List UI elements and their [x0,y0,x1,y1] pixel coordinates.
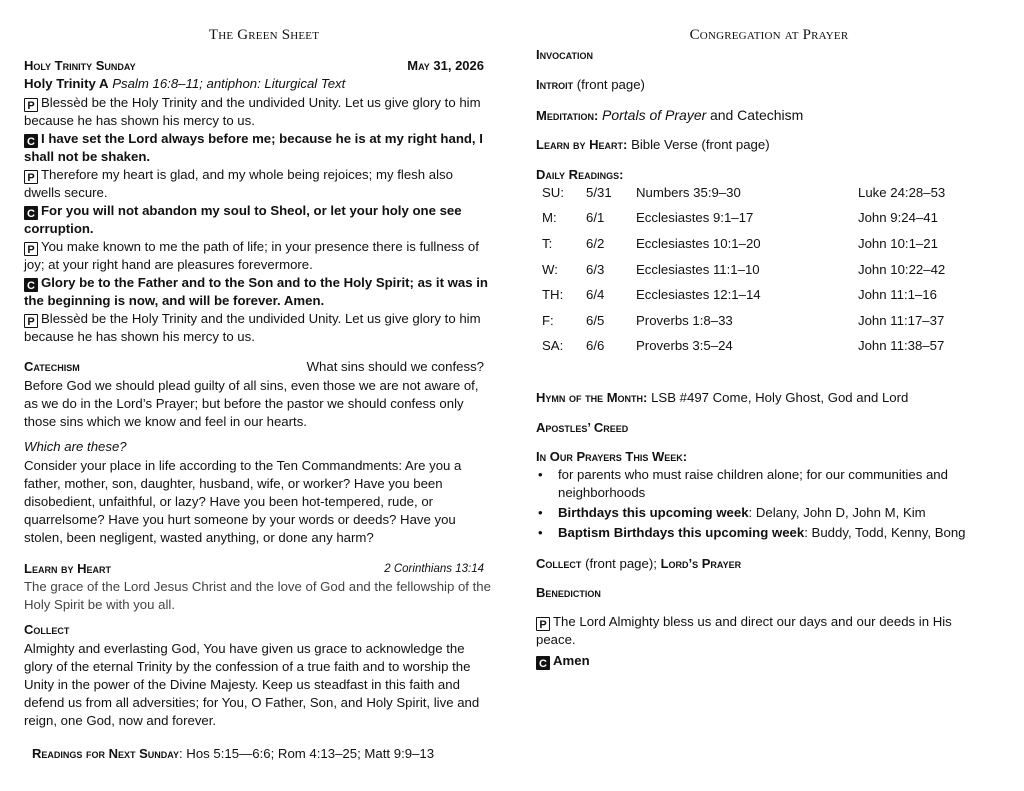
psalm-verse: C I have set the Lord always before me; because he is at my right hand, I shall not be shaken. [24,131,483,164]
hymn-label: Hymn of the Month: [536,390,648,405]
list-item: • Birthdays this upcoming week: Delany, John D, John M, Kim [536,504,991,522]
next-sunday-line: Readings for Next Sunday: Hos 5:15—6:6; Rom 4:13–25; Matt 9:9–13 [32,746,435,761]
psalm-verse: C For you will not abandon my soul to Sheol, or let your holy one see corruption. [24,203,462,236]
table-cell-ot: Ecclesiastes 10:1–20 [636,235,761,251]
psalm-verse: P Therefore my heart is glad, and my whole being rejoices; my flesh also dwells secure. [24,167,453,200]
congregation-icon: C [24,278,38,292]
learn-label: Learn by Heart: [536,137,628,152]
collect-label: Collect [536,556,582,571]
learn-heading: Learn by Heart [24,561,112,576]
congregation-icon: C [24,134,38,148]
pastor-icon: P [24,170,38,184]
table-cell-date: 6/3 [586,261,605,277]
table-row [542,257,978,283]
prayers-heading: In Our Prayers This Week: [536,449,688,464]
table-cell-ot: Ecclesiastes 9:1–17 [636,210,754,226]
congregation-icon: C [536,656,550,670]
introit-line [536,76,645,94]
next-sunday-label: Readings for Next Sunday [32,746,179,761]
learn-ref: 2 Corinthians 13:14 [384,563,484,575]
prayers-list [536,466,991,542]
table-cell-nt: John 11:1–16 [858,287,937,303]
lords-prayer-label: Lord’s Prayer [660,556,742,571]
apostles-creed: Apostles’ Creed [536,420,629,435]
table-cell-nt: John 9:24–41 [858,210,938,226]
catechism-answer-2: Consider your place in life according to the Ten Commandments: Are you a father, mother, son, daughter, husband, wife, or worker? Have you been disobedient, unfaithful, or lazy? Have you been hot-tempered, rude, or quarrelsome? Have you hurt someone by your words or deeds? Have you stolen, been negligent, wasted anything, or done any harm? [24,458,462,545]
meditation-line [536,106,803,125]
table-cell-nt: Luke 24:28–53 [858,184,946,200]
table-cell-day: W: [542,261,558,277]
catechism-heading-line [24,358,484,376]
psalm-ref: Psalm 16:8–11; antiphon: Liturgical Text [112,76,346,91]
psalm-title-line [24,75,494,93]
learn-text: The grace of the Lord Jesus Christ and the love of God and the fellowship of the Holy Spirit be with you all. [24,579,491,612]
catechism-question: What sins should we confess? [306,359,484,374]
meditation-rest: and Catechism [709,107,804,123]
table-cell-day: F: [542,312,554,328]
learn-line [536,136,770,154]
pastor-icon: P [24,98,38,112]
meditation-label: Meditation: [536,108,599,123]
sunday-name: Holy Trinity Sunday [24,58,136,73]
learn-heading-line [24,560,484,578]
table-cell-nt: John 10:1–21 [858,235,938,251]
table-cell-date: 6/4 [586,287,605,303]
introit-text: (front page) [576,77,645,92]
congregation-icon: C [24,206,38,220]
blessing-text: P The Lord Almighty bless us and direct our days and our deeds in His peace. [536,614,952,647]
left-header: The Green Sheet [208,27,320,43]
psalm-verse: P Blessèd be the Holy Trinity and the undivided Unity. Let us give glory to him because he has shown his mercy to us. [24,95,481,128]
catechism-answer: Before God we should plead guilty of all sins, even those we are not aware of, as we do in the Lord’s Prayer; but before the pastor we should confess only those sins which we know and feel in our hearts. [24,378,479,429]
table-cell-ot: Ecclesiastes 11:1–10 [636,261,760,277]
hymn-line [536,389,908,407]
meditation-title: Portals of Prayer [602,107,707,123]
table-row [542,180,978,206]
collect-heading: Collect [24,622,70,637]
benediction-heading: Benediction [536,585,601,600]
table-cell-ot: Numbers 35:9–30 [636,184,741,200]
table-cell-day: SU: [542,184,564,200]
table-cell-date: 6/1 [586,210,605,226]
table-cell-day: T: [542,235,553,251]
introit-label: Introit [536,77,574,92]
pastor-icon: P [24,314,38,328]
collect-line [536,555,741,573]
table-cell-day: SA: [542,338,564,354]
table-cell-date: 6/6 [586,338,605,354]
table-row [542,282,978,308]
psalm-title: Holy Trinity A [24,76,109,91]
collect-text: Almighty and everlasting God, You have given us grace to acknowledge the glory of the eternal Trinity by the confession of a true faith and to worship the Unity in the power of the Divine Majesty. Keep us steadfast in this faith and defend us from all adversities; for You, O Father, Son, and Holy Spirit, live and reign, one God, now and forever. [24,641,480,728]
table-cell-ot: Proverbs 1:8–33 [636,312,733,328]
sunday-date: May 31, 2026 [407,58,484,73]
table-cell-date: 5/31 [586,184,612,200]
table-cell-ot: Ecclesiastes 12:1–14 [636,287,761,303]
hymn-text: LSB #497 Come, Holy Ghost, God and Lord [651,390,909,405]
list-item: • Baptism Birthdays this upcoming week: Buddy, Todd, Kenny, Bong [536,524,991,542]
table-row [542,308,978,334]
table-row [542,231,978,257]
table-row [542,206,978,232]
psalm-verse: P You make known to me the path of life; in your presence there is fullness of joy; at your right hand are pleasures forevermore. [24,239,479,272]
list-item: • for parents who must raise children alone; for our communities and neighborhoods [536,466,991,502]
psalm-verse: P Blessèd be the Holy Trinity and the undivided Unity. Let us give glory to him because he has shown his mercy to us. [24,311,481,344]
table-cell-nt: John 11:38–57 [858,338,945,354]
sunday-line [24,57,484,75]
psalm-verses [24,94,492,346]
pastor-icon: P [536,617,550,631]
psalm-verse: C Glory be to the Father and to the Son and to the Holy Spirit; as it was in the beginning is now, and will be forever. Amen. [24,275,488,308]
amen-line: C Amen [536,652,590,670]
daily-readings-heading: Daily Readings: [536,167,624,182]
collect-mid: (front page); [585,556,657,571]
pastor-icon: P [24,242,38,256]
next-sunday-text: Hos 5:15—6:6; Rom 4:13–25; Matt 9:9–13 [186,746,435,761]
table-cell-date: 6/5 [586,312,605,328]
table-cell-day: M: [542,210,557,226]
right-header: Congregation at Prayer [689,27,849,43]
learn-text-right: Bible Verse (front page) [631,137,770,152]
table-cell-nt: John 10:22–42 [858,261,946,277]
invocation: Invocation [536,47,593,62]
daily-readings-table [542,180,978,359]
catechism-heading: Catechism [24,359,80,374]
table-cell-ot: Proverbs 3:5–24 [636,338,733,354]
table-cell-nt: John 11:17–37 [858,312,945,328]
catechism-question-2: Which are these? [24,439,127,454]
table-cell-date: 6/2 [586,235,605,251]
table-cell-day: TH: [542,287,564,303]
table-row [542,334,978,360]
